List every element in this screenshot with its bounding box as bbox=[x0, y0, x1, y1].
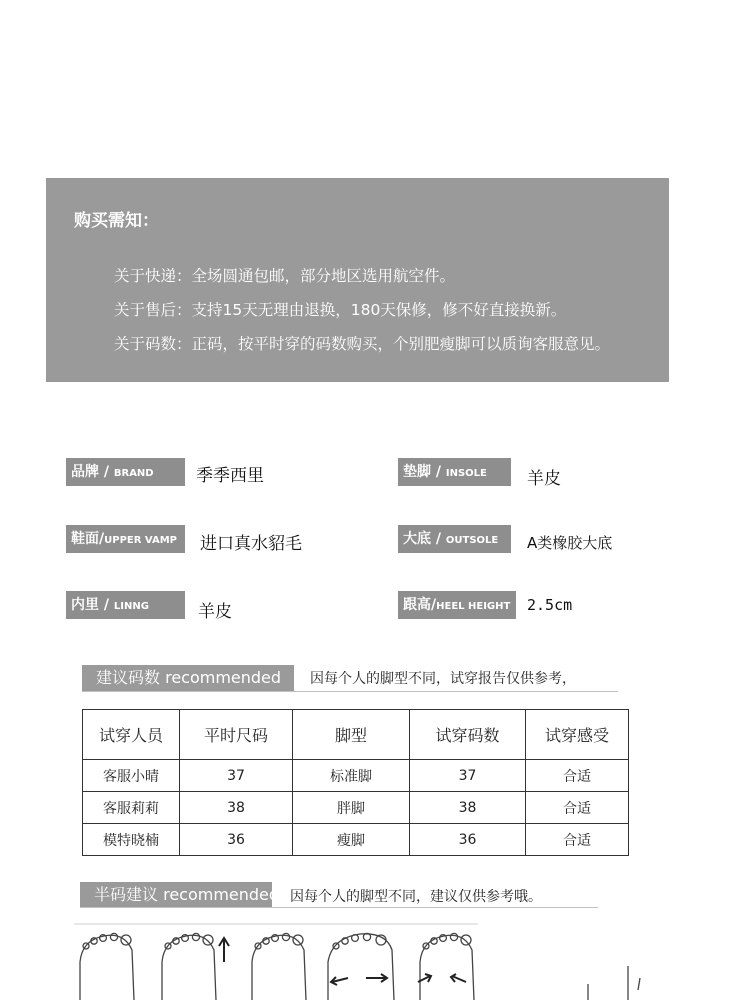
table-cell: 合适 bbox=[526, 760, 629, 792]
spec-value-lining: 羊皮 bbox=[198, 602, 232, 622]
spec-label-upper: 鞋面/UPPER VAMP bbox=[66, 525, 185, 553]
recommend-rule bbox=[82, 691, 618, 692]
table-cell: 胖脚 bbox=[293, 792, 410, 824]
table-cell: 37 bbox=[180, 760, 293, 792]
table-cell: 客服小晴 bbox=[83, 760, 180, 792]
table-cell: 36 bbox=[410, 824, 526, 856]
foot-icon bbox=[162, 933, 229, 1000]
half-size-rule bbox=[80, 907, 598, 908]
foot-icon bbox=[80, 933, 134, 1000]
foot-shape-illustration bbox=[74, 922, 654, 1000]
table-header: 脚型 bbox=[293, 710, 410, 760]
notice-title: 购买需知： bbox=[74, 211, 159, 231]
recommend-header: 建议码数 recommended bbox=[82, 665, 294, 691]
notice-after-sales: 关于售后：支持15天无理由退换，180天保修，修不好直接换新。 bbox=[114, 301, 567, 319]
table-cell: 模特晓楠 bbox=[83, 824, 180, 856]
table-row bbox=[83, 824, 629, 856]
table-header: 试穿码数 bbox=[410, 710, 526, 760]
table-cell: 客服莉莉 bbox=[83, 792, 180, 824]
foot-icon bbox=[418, 933, 474, 1000]
recommend-note: 因每个人的脚型不同，试穿报告仅供参考， bbox=[310, 671, 576, 687]
table-cell: 36 bbox=[180, 824, 293, 856]
spec-label-insole: 垫脚 / INSOLE bbox=[398, 458, 511, 486]
foot-icon bbox=[328, 933, 394, 1000]
spec-label-heel: 跟高/HEEL HEIGHT bbox=[398, 591, 516, 619]
table-header: 平时尺码 bbox=[180, 710, 293, 760]
spec-label-outsole: 大底 / OUTSOLE bbox=[398, 525, 511, 553]
spec-value-heel: 2.5cm bbox=[527, 596, 573, 614]
table-cell: 37 bbox=[410, 760, 526, 792]
spec-value-upper: 进口真水貂毛 bbox=[200, 534, 302, 554]
table-cell: 标准脚 bbox=[293, 760, 410, 792]
table-cell: 38 bbox=[410, 792, 526, 824]
table-cell: 合适 bbox=[526, 824, 629, 856]
spec-value-insole: 羊皮 bbox=[527, 469, 561, 489]
purchase-notice-panel bbox=[46, 178, 669, 382]
spec-value-outsole: A类橡胶大底 bbox=[527, 534, 613, 552]
table-header-row bbox=[83, 710, 629, 760]
table-row bbox=[83, 760, 629, 792]
notice-sizing: 关于码数：正码，按平时穿的码数购买，个别肥瘦脚可以质询客服意见。 bbox=[114, 335, 611, 353]
spec-value-brand: 季季西里 bbox=[196, 466, 264, 486]
table-header: 试穿感受 bbox=[526, 710, 629, 760]
half-size-note: 因每个人的脚型不同，建议仅供参考哦。 bbox=[290, 889, 542, 905]
spec-label-lining: 内里 / LINNG bbox=[66, 591, 185, 619]
notice-shipping: 关于快递：全场圆通包邮，部分地区选用航空件。 bbox=[114, 267, 456, 285]
table-row bbox=[83, 792, 629, 824]
size-table bbox=[82, 709, 629, 856]
spec-label-brand: 品牌 / BRAND bbox=[66, 458, 185, 486]
half-size-header: 半码建议 recommended bbox=[80, 882, 272, 908]
table-header: 试穿人员 bbox=[83, 710, 180, 760]
table-cell: 38 bbox=[180, 792, 293, 824]
table-cell: 合适 bbox=[526, 792, 629, 824]
table-cell: 瘦脚 bbox=[293, 824, 410, 856]
foot-icon bbox=[252, 933, 306, 1000]
